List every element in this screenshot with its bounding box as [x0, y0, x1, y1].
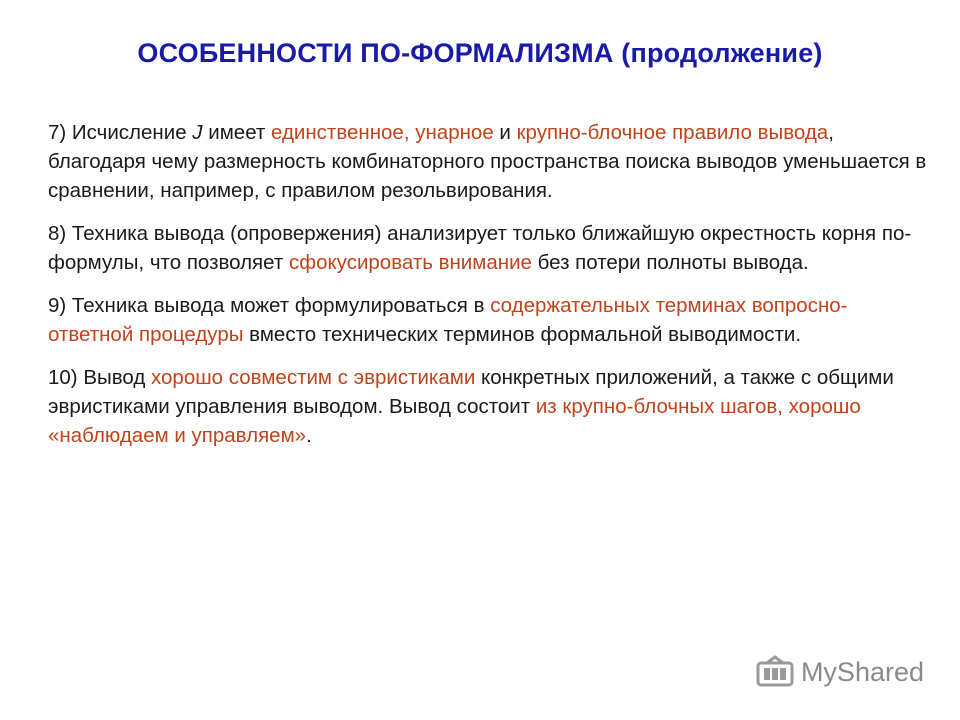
text-segment: , благодаря чему размерность комбинаторного пространства поиска выводов уменьшается в сравнении, например, с правилом резольвирования.: [48, 121, 927, 202]
slide-content: [48, 118, 928, 464]
text-segment: 9) Техника вывода может формулироваться в: [48, 294, 491, 317]
text-segment: 8) Техника вывода (опровержения) анализирует только ближайшую окрестность корня по-формулы, что позволяет: [48, 222, 912, 274]
slide-title: [0, 38, 960, 69]
text-segment: имеет: [202, 121, 271, 144]
text-segment: .: [306, 424, 312, 447]
text-segment: 7) Исчисление: [48, 121, 193, 144]
text-segment: и: [493, 121, 517, 144]
highlight-segment: крупно-блочное правило вывода: [516, 121, 829, 144]
slide-title-subtitle: (продолжение): [621, 38, 823, 68]
text-segment: конкретных приложений, а также с общими эвристиками управления выводом. Вывод состоит: [48, 366, 894, 418]
myshared-logo-icon: [755, 655, 795, 689]
text-segment: без потери полноты вывода.: [531, 251, 809, 274]
paragraph-8: [48, 219, 928, 277]
watermark: [755, 655, 924, 689]
watermark-text: MyShared: [800, 656, 924, 687]
highlight-segment: хорошо совместим с эвристиками: [151, 366, 476, 389]
paragraph-10: [48, 363, 928, 450]
paragraph-9: [48, 291, 928, 349]
highlight-segment: из крупно-блочных шагов, хорошо «наблюдаем и управляем»: [48, 395, 861, 447]
paragraph-7: [48, 118, 928, 205]
text-segment: 10) Вывод: [48, 366, 152, 389]
highlight-segment: единственное, унарное: [271, 121, 494, 144]
text-segment: вместо технических терминов формальной выводимости.: [243, 323, 802, 346]
highlight-segment: сфокусировать внимание: [288, 251, 532, 274]
text-segment-italic: J: [192, 121, 203, 144]
slide-title-main: ОСОБЕННОСТИ ПО-ФОРМАЛИЗМА: [137, 38, 614, 68]
highlight-segment: содержательных терминах вопросно-ответной процедуры: [48, 294, 848, 346]
